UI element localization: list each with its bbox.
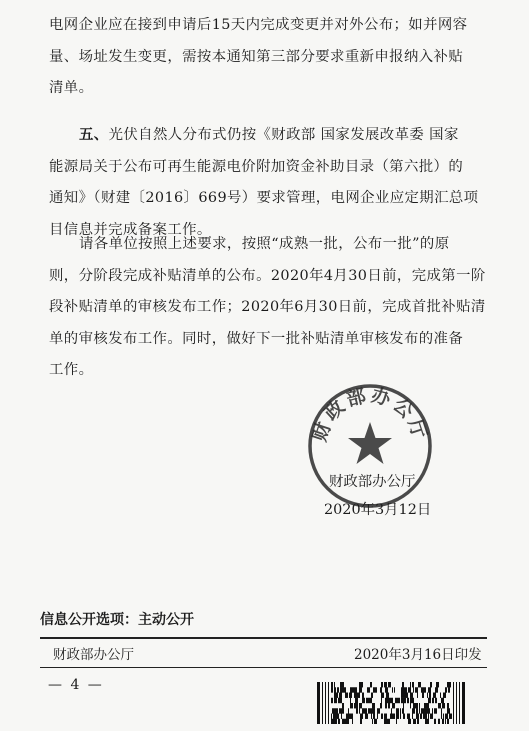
paragraph-requirements [49, 229, 495, 387]
text-line: 则，分阶段完成补贴清单的公布。2020年4月30日前，完成第一阶 [49, 267, 486, 284]
star-icon [348, 422, 392, 464]
text-line [49, 120, 495, 152]
svg-text:财政部办公厅: 财政部办公厅 [308, 384, 432, 445]
footer-office: 财政部办公厅 [53, 647, 134, 663]
info-disclosure-option: 信息公开选项：主动公开 [40, 612, 194, 628]
paragraph-section-five [49, 120, 495, 246]
footer-print-date: 2020年3月16日印发 [354, 647, 482, 663]
footer-top-rule [40, 637, 487, 639]
text-line: 段补贴清单的审核发布工作；2020年6月30日前，完成首批补贴清 [49, 299, 486, 315]
text-line-content: 光伏自然人分布式仍按《财政部 国家发展改革委 国家 [108, 127, 459, 143]
text-line: 工作。 [49, 362, 94, 378]
text-line: 清单。 [49, 80, 94, 96]
page-number: — 4 — [48, 677, 104, 693]
section-heading: 五、 [79, 127, 109, 143]
pdf417-barcode-icon [317, 682, 465, 724]
text-line: 通知》（财建〔2016〕669号）要求管理，电网企业应定期汇总项 [49, 190, 479, 206]
sign-date: 2020年3月12日 [324, 502, 432, 518]
footer-bottom-rule [40, 667, 487, 668]
text-line: 能源局关于公布可再生能源电价附加资金补助目录（第六批）的 [49, 158, 464, 175]
text-line: 单的审核发布工作。同时，做好下一批补贴清单审核发布的准备 [49, 330, 464, 347]
text-line: 量、场址发生变更，需按本通知第三部分要求重新申报纳入补贴 [49, 48, 464, 65]
text-line: 电网企业应在接到申请后15天内完成变更并对外公布；如并网容 [49, 17, 468, 33]
text-line: 请各单位按照上述要求，按照“成熟一批，公布一批”的原 [79, 236, 450, 252]
paragraph-grid-change [49, 10, 495, 105]
signer-name: 财政部办公厅 [329, 474, 416, 490]
text-line: 目信息并完成备案工作。 [49, 221, 212, 238]
